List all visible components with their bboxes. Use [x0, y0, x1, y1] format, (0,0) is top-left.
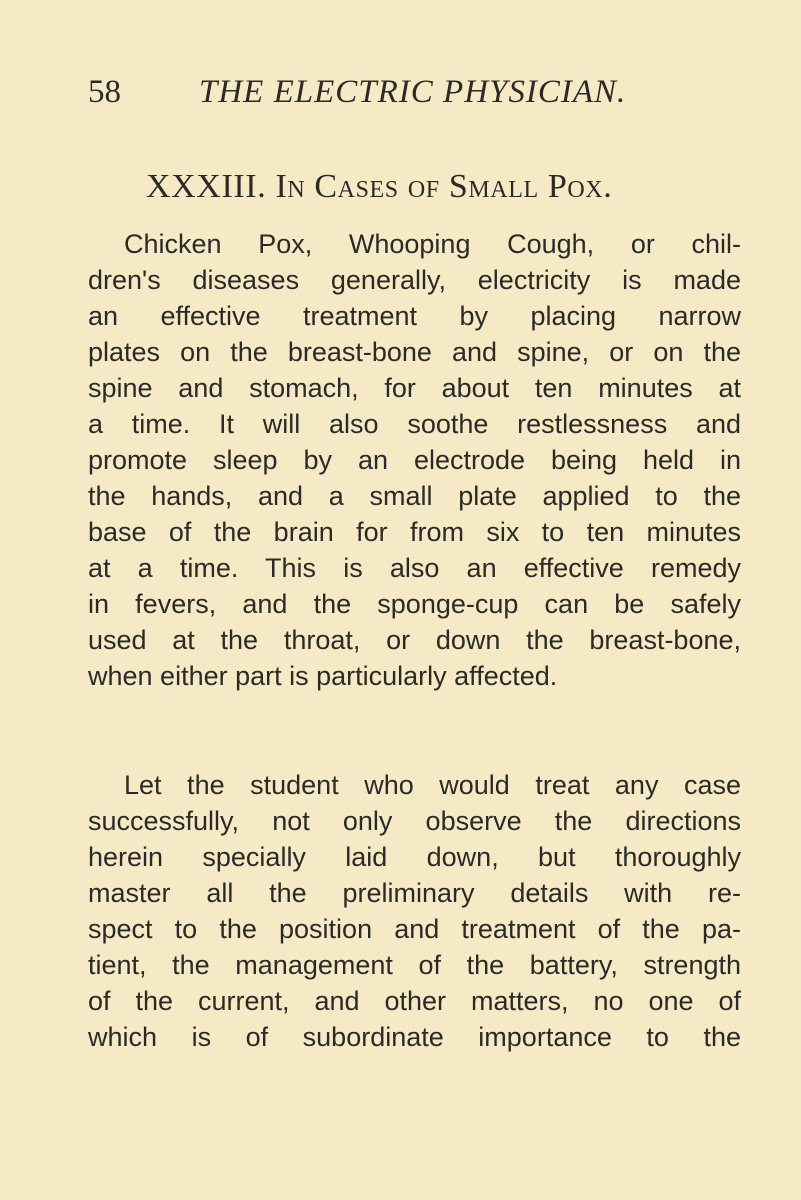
text-line: Chicken Pox, Whooping Cough, or chil- — [124, 229, 741, 259]
text-line: successfully, not only observe the directions — [88, 806, 741, 836]
text-line: Let the student who would treat any case — [124, 770, 741, 800]
text-line: a time. It will also soothe restlessness and — [88, 409, 741, 439]
running-header — [88, 70, 738, 114]
text-line: plates on the breast-bone and spine, or on the — [88, 337, 741, 367]
section-title: In Cases of Small Pox. — [275, 168, 613, 205]
text-line: dren's diseases generally, electricity is made — [88, 265, 741, 295]
running-title: THE ELECTRIC PHYSICIAN. — [199, 74, 627, 110]
text-line: used at the throat, or down the breast-bone, — [88, 625, 741, 655]
text-line: which is of subordinate importance to the — [88, 1022, 741, 1052]
text-line: tient, the management of the battery, strength — [88, 950, 741, 980]
text-line: spine and stomach, for about ten minutes at — [88, 373, 741, 403]
text-line: at a time. This is also an effective remedy — [88, 553, 741, 583]
text-line: herein specially laid down, but thoroughly — [88, 842, 741, 872]
paragraph-1 — [88, 226, 741, 694]
text-line: an effective treatment by placing narrow — [88, 301, 741, 331]
text-line: spect to the position and treatment of the pa- — [88, 914, 741, 944]
text-line: master all the preliminary details with re- — [88, 878, 741, 908]
text-line: base of the brain for from six to ten minutes — [88, 517, 741, 547]
text-line: the hands, and a small plate applied to the — [88, 481, 741, 511]
page-number: 58 — [88, 74, 121, 110]
section-heading — [146, 166, 612, 208]
text-line: promote sleep by an electrode being held in — [88, 445, 741, 475]
paragraph-2 — [88, 767, 741, 1055]
text-line: of the current, and other matters, no one of — [88, 986, 741, 1016]
section-number: XXXIII. — [146, 168, 267, 205]
text-line: when either part is particularly affected. — [88, 661, 558, 691]
text-line: in fevers, and the sponge-cup can be safely — [88, 589, 741, 619]
